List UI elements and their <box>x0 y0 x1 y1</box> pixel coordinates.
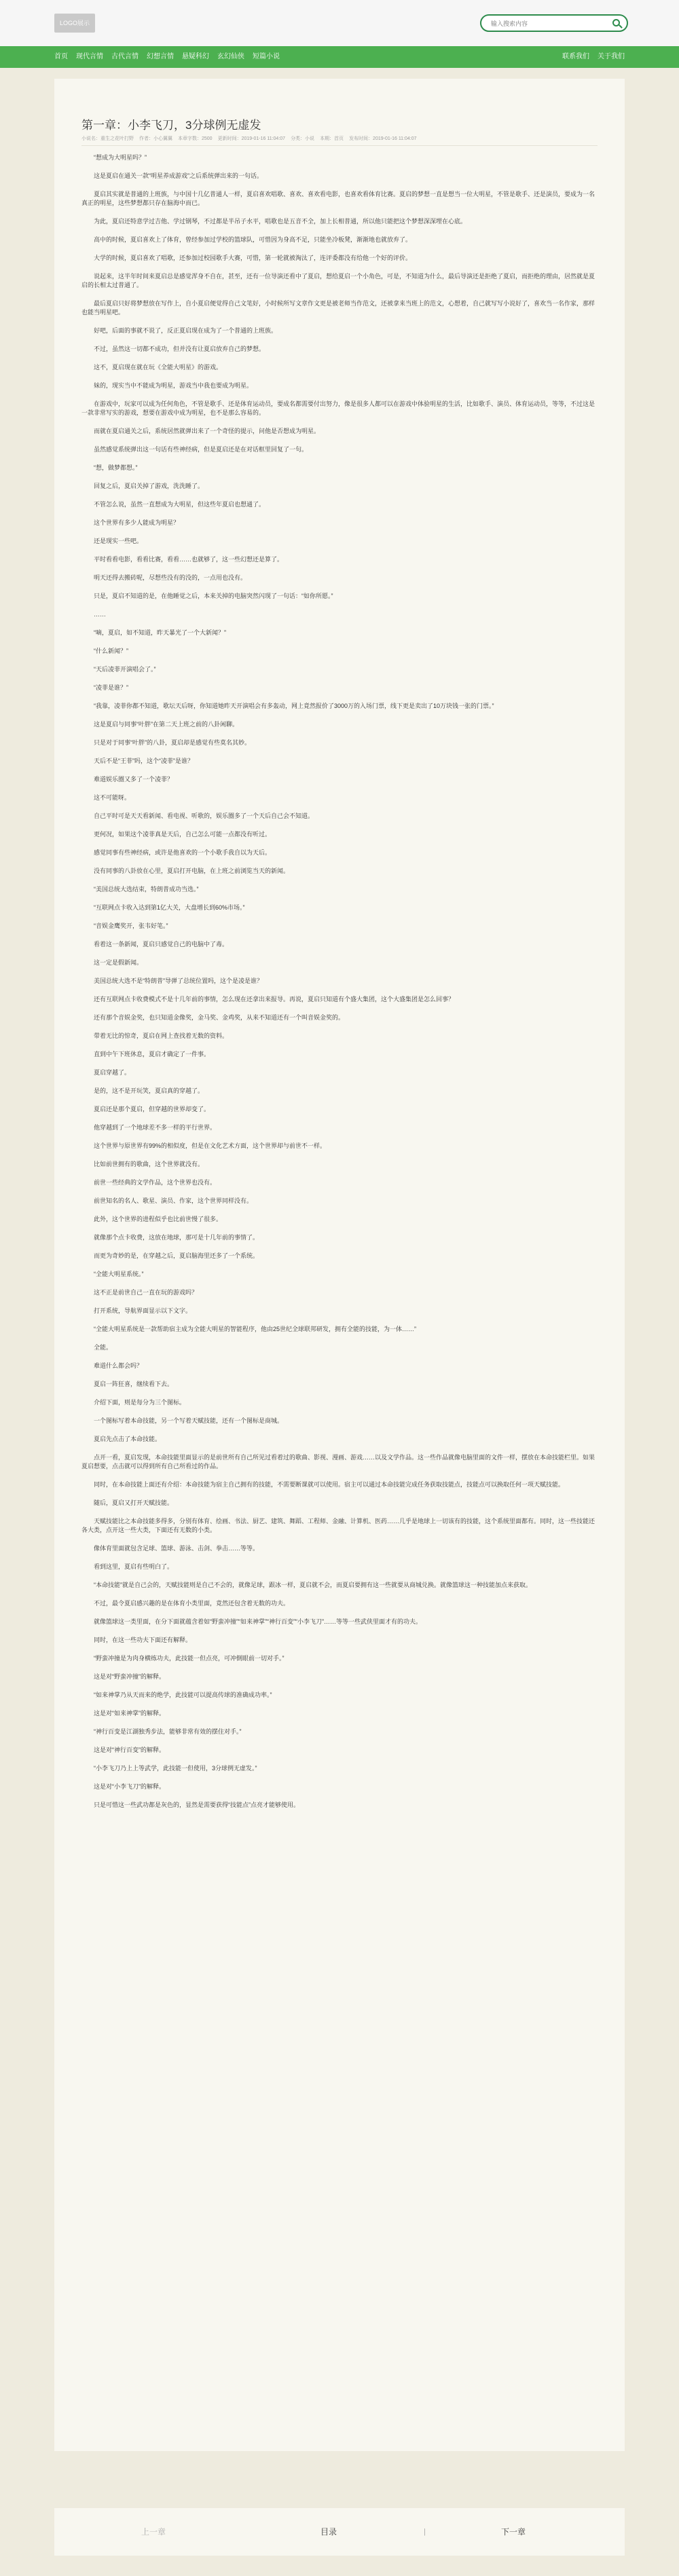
paragraph: 就像篮球这一类里面，在分下面就蕴含着如“野蛮冲撞”“如来神掌”“神行百变”“小李飞刀”……等等一些武侠里面才有的功夫。 <box>94 1618 422 1625</box>
paragraph: 看着这一条新闻，夏启只感觉自己的电脑中了毒。 <box>94 941 229 948</box>
paragraph: 这不，夏启现在就在玩《全能大明星》的游戏。 <box>94 364 223 371</box>
chapter-container <box>54 79 625 2451</box>
paragraph: 没有同事的八卦放在心里，夏启打开电脑，在上班之前浏览当天的新闻。 <box>94 867 290 874</box>
paragraph: “音娱金鹰奖开，张韦好笔。” <box>94 922 168 929</box>
paragraph: 此外，这个世界的进程似乎也比前世慢了很多。 <box>94 1216 223 1222</box>
paragraph: 比如前世拥有的歌曲，这个世界就没有。 <box>94 1161 204 1168</box>
nav-item-about[interactable]: 关于我们 <box>598 53 625 60</box>
paragraph: 点开一看，夏启发现，本命技能里面显示的是前世所有自己所见过看着过的歌曲、影视、漫画、游戏……以及文学作品。这一些作品就像电脑里面的文件一样，摆放在本命技能栏里。如果夏启想要，点击就可以得到所有自己所看过的作品。 <box>81 1454 595 1470</box>
prev-chapter-link[interactable]: 上一章 <box>141 2527 166 2537</box>
paragraph: 不过，最令夏启感兴趣的是在体育小类里面，竟然还包含着无数的功夫。 <box>94 1600 290 1607</box>
paragraph: 这是对“小李飞刀”的解释。 <box>94 1783 165 1790</box>
paragraph: 同时，在这一些功夫下面还有解释。 <box>94 1637 192 1643</box>
paragraph: 更何况，如果这个凌菲真是天后，自己怎么可能一点都没有听过。 <box>94 831 272 838</box>
search-icon[interactable] <box>612 19 620 26</box>
paragraph: 美国总统大选不是“特朗普”导弹了总统位置吗，这个是凌是谁？ <box>94 977 263 984</box>
paragraph: 夏启其实就是普通的上班族，与中国十几亿普通人一样，夏启喜欢唱歌、喜欢、喜欢看电影，也喜欢看体育比赛。夏启的梦想一直是想当一位大明星，不管是歌手、还是演员，要成为一名真正的明星，这些梦想都只存在脑海中而已。 <box>81 191 595 206</box>
paragraph: 只是可惜这一些武功都是灰色的，显然是需要获得“技能点”点亮才能够使用。 <box>94 1802 299 1808</box>
meta-item: 发布时间：2019-01-16 11:04:07 <box>349 136 417 141</box>
paragraph: 只是，夏启不知道的是，在他睡觉之后，本来关掉的电脑突然闪现了一句话：“如你所愿。” <box>94 593 333 599</box>
paragraph: 好吧，后面的事就不说了，反正夏启现在成为了一个普通的上班族。 <box>94 327 278 334</box>
search-input[interactable] <box>491 18 606 29</box>
paragraph: “互联网点卡收入达到第1亿大关，大盘增长到60%市场。” <box>94 904 245 911</box>
paragraph: 夏启穿越了。 <box>94 1069 131 1076</box>
paragraph: “想成为大明星吗？” <box>94 154 147 161</box>
meta-item: 分类：小说 <box>291 136 315 141</box>
divider <box>81 145 598 146</box>
meta-item: 本期：首页 <box>320 136 344 141</box>
chapter-title: 第一章：小李飞刀，3分球例无虚发 <box>81 119 261 132</box>
chapter-meta <box>81 135 417 142</box>
nav-item-xuanhuan[interactable]: 玄幻仙侠 <box>217 53 244 60</box>
paragraph: “全能大明星系统。” <box>94 1271 144 1277</box>
nav-item-modern-romance[interactable]: 现代言情 <box>76 53 103 60</box>
paragraph: 难道什么都会吗？ <box>94 1362 143 1369</box>
search-box[interactable] <box>480 14 628 32</box>
meta-item: 作者：小心翼翼 <box>139 136 172 141</box>
paragraph: “神行百变是江湖独秀步法，能够非常有效的摆住对手。” <box>94 1728 242 1735</box>
paragraph: 就像那个点卡收费，这放在地球，那可是十几年前的事情了。 <box>94 1234 259 1241</box>
nav-item-contact[interactable]: 联系我们 <box>562 53 589 60</box>
paragraph: 还是现实一些吧。 <box>94 538 143 544</box>
nav-right <box>558 46 629 68</box>
paragraph: 随后，夏启又打开天赋技能。 <box>94 1499 174 1506</box>
paragraph: 这个世界有多少人能成为明星？ <box>94 519 180 526</box>
paragraph: 还有互联网点卡收费模式不是十几年前的事情，怎么现在还拿出来报导。再说，夏启只知道有个盛大集团，这个大盛集团是怎么回事？ <box>94 996 455 1003</box>
divider: | <box>424 2528 426 2536</box>
paragraph: 明天还得去搬砖呢，尽想些没有的没的，一点用也没有。 <box>94 574 247 581</box>
chapter-footer-nav <box>54 2508 625 2556</box>
top-header <box>0 0 679 46</box>
paragraph: 这个世界与原世界有99%的相似度，但是在文化艺术方面，这个世界却与前世不一样。 <box>94 1142 327 1149</box>
paragraph: 回复之后，夏启关掉了游戏，洗洗睡了。 <box>94 483 204 489</box>
main-nav <box>0 46 679 68</box>
paragraph: 是的，这不是开玩笑，夏启真的穿越了。 <box>94 1087 204 1094</box>
paragraph: 介绍下面，则是每分为三个图标。 <box>94 1399 186 1406</box>
paragraph: …… <box>94 611 106 618</box>
paragraph: 这是对“如来神掌”的解释。 <box>94 1710 165 1717</box>
paragraph: 夏启一阵狂喜，继续看下去。 <box>94 1381 174 1387</box>
meta-item: 小说名：重生之花叶打野 <box>81 136 134 141</box>
paragraph: 这是对“神行百变”的解释。 <box>94 1747 165 1753</box>
chapter-content <box>81 153 598 1819</box>
paragraph: 而更为奇妙的是，在穿越之后，夏启脑海里还多了一个系统。 <box>94 1252 259 1259</box>
paragraph: 夏启还是那个夏启，但穿越的世界却变了。 <box>94 1106 210 1113</box>
logo[interactable]: LOGO展示 <box>54 14 95 33</box>
paragraph: 感觉同事有些神经病，或许是他喜欢的一个小歌手我自以为天后。 <box>94 849 272 856</box>
paragraph: 打开系统，导航界面显示以下文字。 <box>94 1307 192 1314</box>
paragraph: 只是对于同事“叶胖”的八卦，夏启却是感觉有些莫名其妙。 <box>94 739 251 746</box>
nav-item-ancient-romance[interactable]: 古代言情 <box>111 53 139 60</box>
paragraph: “全能大明星系统是一款帮助宿主成为全能大明星的智能程序，他由25世纪全球联邦研发，拥有全能的技能，为一体……” <box>94 1326 417 1332</box>
next-chapter-link[interactable]: 下一章 <box>501 2527 526 2537</box>
paragraph: 妹的，现实当中不能成为明星，游戏当中我也要成为明星。 <box>94 382 253 389</box>
paragraph: 天后不是“王菲”吗，这个“凌菲”是谁？ <box>94 758 194 764</box>
meta-item: 本章字数：2500 <box>178 136 213 141</box>
paragraph: “小李飞刀乃上上等武学，此技能一但使用，3分球例无虚发。” <box>94 1765 257 1772</box>
paragraph: “天后凌菲开演唱会了。” <box>94 666 156 673</box>
paragraph: 高中的时候，夏启喜欢上了体育，曾经参加过学校的篮球队，可惜因为身高不足，只能坐冷板凳，渐渐地也就放弃了。 <box>94 236 412 243</box>
paragraph: “什么新闻？” <box>94 648 128 654</box>
paragraph: “嘀，夏启，如不知道，昨天暴光了一个大新闻？” <box>94 629 226 636</box>
paragraph: 这不正是前世自己一直在玩的游戏吗？ <box>94 1289 198 1296</box>
paragraph: 他穿越到了一个地球差不多一样的平行世界。 <box>94 1124 217 1131</box>
paragraph: 平时看看电影，看看比赛，看看……也就够了，这一些幻想还是算了。 <box>94 556 284 563</box>
paragraph: 一个图标写着本命技能，另一个写着天赋技能，还有一个图标是商城。 <box>94 1417 284 1424</box>
nav-left <box>50 46 284 68</box>
paragraph: 这是对“野蛮冲撞”的解释。 <box>94 1673 165 1680</box>
paragraph: 难道娱乐圈又多了一个凌菲？ <box>94 776 174 783</box>
paragraph: 自己平时可是天天看新闻、看电视、听歌的，娱乐圈多了一个天后自己会不知道。 <box>94 813 314 819</box>
paragraph: 夏启先点击了本命技能。 <box>94 1436 162 1442</box>
paragraph: 还有那个音娱金奖，也只知道金像奖，金马奖、金鸡奖，从来不知道还有一个叫音娱金奖的。 <box>94 1014 345 1021</box>
paragraph: 前世一些经典的文学作品，这个世界也没有。 <box>94 1179 217 1186</box>
paragraph: 说起来，这半年时间来夏启总是感觉浑身不自在，甚至，还有一位导演还看中了夏启，想给夏启一个小角色，可是，不知道为什么，最后导演还是拒绝了夏启，而拒绝的理由，居然就是夏启的长相太过普通了。 <box>81 273 595 288</box>
paragraph: “野蛮冲撞是为肉身横练功夫，此技能一但点亮，可冲倒眼前一切对手。” <box>94 1655 285 1662</box>
paragraph: 全能。 <box>94 1344 113 1351</box>
paragraph: 不过，虽然这一切都不成功，但并没有让夏启放弃自己的梦想。 <box>94 346 265 352</box>
paragraph: “我靠，凌菲你都不知道，歌坛天后呀，你知道她昨天开演唱会有多轰动，网上竟然报价了3000万的入场门票，线下更是卖出了10万块钱一张的门票。” <box>94 703 494 709</box>
paragraph: 在游戏中，玩家可以成为任何角色，不管是歌手、还是体育运动员，要成名都需要付出努力，像是很多人都可以在游戏中体验明星的生活，比如歌手、演员、体育运动员，等等，不过这是一款非常写实的游戏，想要在游戏中成为明星，也不是那么容易的。 <box>81 400 595 416</box>
table-of-contents-link[interactable]: 目录 <box>320 2527 337 2537</box>
paragraph: 而就在夏启通关之后，系统居然就弹出来了一个奇怪的提示，问他是否想成为明星。 <box>94 428 320 434</box>
paragraph: “如来神掌乃从天而来的绝学，此技能可以提高传球的准确成功率。” <box>94 1692 272 1698</box>
paragraph: 大学的时候，夏启喜欢了唱歌，还参加过校园歌手大赛，可惜，第一轮就被淘汰了，连评委都没有给他一个好的评价。 <box>94 255 412 261</box>
paragraph: 天赋技能比之本命技能多得多，分别有体育、绘画、书法、厨艺、建筑、舞蹈、工程师、金融、计算机、医药……几乎是地球上一切该有的技能，这个系统里面都有。同时，这一些技能还各大类，点开这一些大类，下面还有无数的小类。 <box>81 1518 595 1533</box>
paragraph: 带着无比的惊奇，夏启在网上查找着无数的资料。 <box>94 1032 229 1039</box>
nav-item-suspense-scifi[interactable]: 悬疑科幻 <box>182 53 209 60</box>
paragraph: 同时，在本命技能上面还有介绍：本命技能为宿主自己拥有的技能，不需要断课就可以使用。宿主可以通过本命技能完成任务获取技能点，技能点可以换取任何一项天赋技能。 <box>94 1481 565 1488</box>
paragraph: “凌菲是谁？” <box>94 684 128 691</box>
paragraph: 不管怎么说，虽然一直想成为大明星，但这些年夏启也想通了。 <box>94 501 265 508</box>
meta-item: 更新时间：2019-01-16 11:04:07 <box>217 136 286 141</box>
paragraph: 这不可能呀。 <box>94 794 131 801</box>
paragraph: 为此，夏启还特意学过吉他、学过钢琴，不过都是半吊子水平，唱歌也是五音不全，加上长相普通，所以他只能把这个梦想深深埋在心底。 <box>94 218 467 225</box>
paragraph: 前世知名的名人、歌星、演员、作家，这个世界同样没有。 <box>94 1197 253 1204</box>
paragraph: “想，做梦都想。” <box>94 464 138 471</box>
paragraph: 这是夏启在通关一款“明星养成游戏”之后系统弹出来的一句话。 <box>94 172 263 179</box>
nav-item-fantasy-romance[interactable]: 幻想言情 <box>147 53 174 60</box>
nav-item-home[interactable]: 首页 <box>54 53 68 60</box>
paragraph: 最后夏启只好将梦想放在写作上，自小夏启便觉得自己文笔好，小时候所写文章作文更是被老师当作范文，还被拿来当班上的范文，心想着，自己就写写小说好了，喜欢当一名作家，那样也能当明星吧。 <box>81 300 595 316</box>
paragraph: 看到这里，夏启有些明白了。 <box>94 1563 174 1570</box>
paragraph: 这是夏启与同事“叶胖”在第二天上班之前的八卦闲聊。 <box>94 721 238 728</box>
paragraph: 这一定是假新闻。 <box>94 959 143 966</box>
paragraph: 虽然感觉系统弹出这一句话有些神经病，但是夏启还是在对话框里回复了一句。 <box>94 446 308 453</box>
paragraph: 直到中午下班休息，夏启才确定了一件事。 <box>94 1051 210 1058</box>
nav-item-short-story[interactable]: 短篇小说 <box>253 53 280 60</box>
paragraph: “本命技能”就是自己会的，天赋技能则是自己不会的，就像足球，跟冰一样，夏启就不会，而夏启要拥有这一些就要从商城兑换。就像篮球这一种技能加点来获取。 <box>94 1582 532 1588</box>
paragraph: 像体育里面就包含足球、篮球、游泳、击剑、拳击……等等。 <box>94 1545 259 1552</box>
paragraph: “美国总统大选结束，特朗普成功当选。” <box>94 886 199 893</box>
